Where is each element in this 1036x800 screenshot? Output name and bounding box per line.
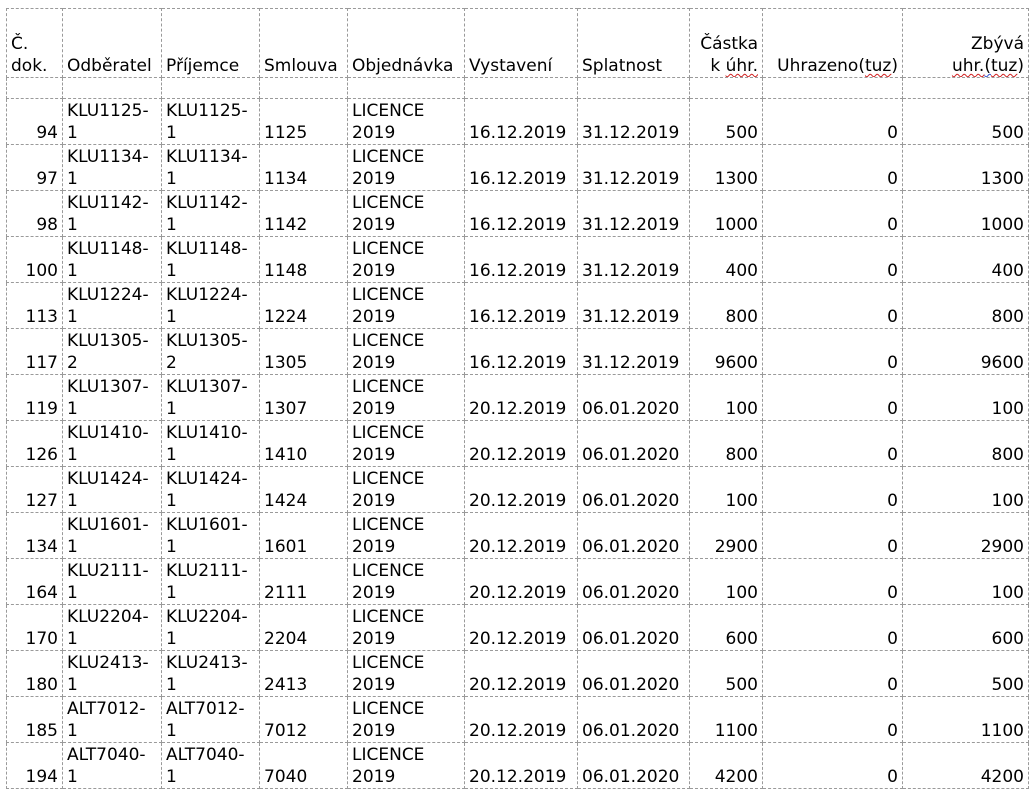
- cell-recipient: KLU1424- 1: [162, 467, 260, 513]
- cell-amount: 600: [690, 605, 763, 651]
- cell-remaining: 1100: [903, 697, 1029, 743]
- cell-contract: 1142: [260, 191, 348, 237]
- cell-recipient: ALT7040- 1: [162, 743, 260, 789]
- cell-amount: 800: [690, 421, 763, 467]
- header-issued: Vystavení: [465, 9, 578, 78]
- cell-issued: 20.12.2019: [465, 421, 578, 467]
- cell-customer: KLU1410- 1: [63, 421, 162, 467]
- header-amount-k: k: [710, 56, 726, 76]
- cell-remaining: 800: [903, 421, 1029, 467]
- cell-issued: 20.12.2019: [465, 559, 578, 605]
- cell-order: LICENCE 2019: [348, 191, 465, 237]
- cell-amount: 500: [690, 99, 763, 145]
- cell-order: LICENCE 2019: [348, 513, 465, 559]
- cell-contract: 1224: [260, 283, 348, 329]
- cell-issued: 20.12.2019: [465, 651, 578, 697]
- cell-order: LICENCE 2019: [348, 237, 465, 283]
- cell-amount: 500: [690, 651, 763, 697]
- cell-due: 06.01.2020: [578, 559, 690, 605]
- header-doc-number: Č. dok.: [7, 9, 63, 78]
- header-due: Splatnost: [578, 9, 690, 78]
- cell-doc-number: 119: [7, 375, 63, 421]
- cell-doc-number: 98: [7, 191, 63, 237]
- cell-issued: 20.12.2019: [465, 743, 578, 789]
- cell-paid: 0: [763, 237, 903, 283]
- cell-recipient: KLU1307- 1: [162, 375, 260, 421]
- cell-order: LICENCE 2019: [348, 421, 465, 467]
- cell-paid: 0: [763, 191, 903, 237]
- cell-customer: KLU1148- 1: [63, 237, 162, 283]
- cell-customer: KLU2111- 1: [63, 559, 162, 605]
- cell-customer: KLU1601- 1: [63, 513, 162, 559]
- header-paid-tuz: tuz: [864, 56, 892, 76]
- cell-due: 31.12.2019: [578, 329, 690, 375]
- cell-amount: 9600: [690, 329, 763, 375]
- cell-issued: 16.12.2019: [465, 145, 578, 191]
- cell-doc-number: 94: [7, 99, 63, 145]
- cell-doc-number: 180: [7, 651, 63, 697]
- cell-paid: 0: [763, 283, 903, 329]
- table-row: [7, 375, 1029, 421]
- cell-customer: KLU1424- 1: [63, 467, 162, 513]
- invoice-table: [6, 8, 1029, 789]
- cell-order: LICENCE 2019: [348, 99, 465, 145]
- cell-due: 06.01.2020: [578, 421, 690, 467]
- cell-doc-number: 194: [7, 743, 63, 789]
- cell-due: 06.01.2020: [578, 651, 690, 697]
- cell-paid: 0: [763, 651, 903, 697]
- cell-order: LICENCE 2019: [348, 651, 465, 697]
- cell-doc-number: 100: [7, 237, 63, 283]
- header-paid-main: Uhrazeno(: [777, 56, 865, 76]
- cell-doc-number: 97: [7, 145, 63, 191]
- table-row: [7, 743, 1029, 789]
- cell-contract: 7040: [260, 743, 348, 789]
- table-body: [7, 99, 1029, 789]
- table-row: [7, 513, 1029, 559]
- cell-remaining: 500: [903, 99, 1029, 145]
- cell-order: LICENCE 2019: [348, 375, 465, 421]
- cell-issued: 16.12.2019: [465, 283, 578, 329]
- cell-contract: 1134: [260, 145, 348, 191]
- cell-due: 06.01.2020: [578, 375, 690, 421]
- cell-amount: 100: [690, 375, 763, 421]
- cell-due: 31.12.2019: [578, 191, 690, 237]
- header-remaining-open: (: [984, 56, 991, 76]
- cell-issued: 20.12.2019: [465, 375, 578, 421]
- cell-customer: KLU1142- 1: [63, 191, 162, 237]
- cell-due: 31.12.2019: [578, 237, 690, 283]
- table-row: [7, 145, 1029, 191]
- cell-issued: 20.12.2019: [465, 697, 578, 743]
- cell-customer: KLU2204- 1: [63, 605, 162, 651]
- cell-remaining: 800: [903, 283, 1029, 329]
- cell-doc-number: 134: [7, 513, 63, 559]
- cell-order: LICENCE 2019: [348, 559, 465, 605]
- header-order: Objednávka: [348, 9, 465, 78]
- cell-due: 06.01.2020: [578, 513, 690, 559]
- cell-paid: 0: [763, 375, 903, 421]
- header-remaining-close: ): [1017, 56, 1024, 76]
- cell-remaining: 2900: [903, 513, 1029, 559]
- cell-recipient: KLU2111- 1: [162, 559, 260, 605]
- cell-paid: 0: [763, 421, 903, 467]
- cell-recipient: KLU1601- 1: [162, 513, 260, 559]
- cell-issued: 20.12.2019: [465, 513, 578, 559]
- cell-paid: 0: [763, 329, 903, 375]
- cell-amount: 100: [690, 559, 763, 605]
- header-remaining-line1: Zbývá: [971, 34, 1024, 54]
- cell-paid: 0: [763, 467, 903, 513]
- cell-recipient: KLU1305- 2: [162, 329, 260, 375]
- cell-order: LICENCE 2019: [348, 145, 465, 191]
- cell-paid: 0: [763, 99, 903, 145]
- table-row: [7, 99, 1029, 145]
- cell-customer: KLU1125- 1: [63, 99, 162, 145]
- cell-doc-number: 164: [7, 559, 63, 605]
- cell-contract: 2413: [260, 651, 348, 697]
- cell-recipient: KLU1410- 1: [162, 421, 260, 467]
- cell-doc-number: 126: [7, 421, 63, 467]
- cell-doc-number: 170: [7, 605, 63, 651]
- cell-recipient: ALT7012- 1: [162, 697, 260, 743]
- cell-customer: KLU2413- 1: [63, 651, 162, 697]
- cell-order: LICENCE 2019: [348, 283, 465, 329]
- table-row: [7, 329, 1029, 375]
- cell-order: LICENCE 2019: [348, 329, 465, 375]
- cell-amount: 100: [690, 467, 763, 513]
- cell-remaining: 400: [903, 237, 1029, 283]
- cell-amount: 400: [690, 237, 763, 283]
- table-row: [7, 421, 1029, 467]
- cell-doc-number: 185: [7, 697, 63, 743]
- table-row: [7, 651, 1029, 697]
- spacer-row: [7, 78, 1029, 99]
- cell-due: 06.01.2020: [578, 743, 690, 789]
- table-row: [7, 559, 1029, 605]
- cell-recipient: KLU2204- 1: [162, 605, 260, 651]
- cell-paid: 0: [763, 145, 903, 191]
- cell-remaining: 100: [903, 559, 1029, 605]
- cell-customer: KLU1134- 1: [63, 145, 162, 191]
- cell-remaining: 600: [903, 605, 1029, 651]
- header-paid-close: ): [891, 56, 898, 76]
- cell-remaining: 1300: [903, 145, 1029, 191]
- header-amount-line1: Částka: [700, 34, 758, 54]
- cell-doc-number: 113: [7, 283, 63, 329]
- table-row: [7, 467, 1029, 513]
- cell-issued: 20.12.2019: [465, 467, 578, 513]
- header-customer: Odběratel: [63, 9, 162, 78]
- cell-amount: 1300: [690, 145, 763, 191]
- cell-remaining: 100: [903, 467, 1029, 513]
- cell-due: 31.12.2019: [578, 145, 690, 191]
- cell-contract: 7012: [260, 697, 348, 743]
- cell-recipient: KLU1125- 1: [162, 99, 260, 145]
- cell-paid: 0: [763, 697, 903, 743]
- table-row: [7, 191, 1029, 237]
- table-row: [7, 283, 1029, 329]
- header-paid: [763, 9, 903, 78]
- cell-contract: 1424: [260, 467, 348, 513]
- cell-amount: 800: [690, 283, 763, 329]
- cell-customer: KLU1224- 1: [63, 283, 162, 329]
- cell-customer: KLU1307- 1: [63, 375, 162, 421]
- cell-issued: 20.12.2019: [465, 605, 578, 651]
- cell-order: LICENCE 2019: [348, 467, 465, 513]
- cell-due: 06.01.2020: [578, 605, 690, 651]
- cell-remaining: 9600: [903, 329, 1029, 375]
- cell-contract: 2204: [260, 605, 348, 651]
- cell-contract: 1305: [260, 329, 348, 375]
- cell-remaining: 100: [903, 375, 1029, 421]
- header-amount-uhr: úhr.: [725, 56, 758, 76]
- cell-recipient: KLU1142- 1: [162, 191, 260, 237]
- cell-customer: KLU1305- 2: [63, 329, 162, 375]
- cell-contract: 2111: [260, 559, 348, 605]
- cell-contract: 1307: [260, 375, 348, 421]
- cell-paid: 0: [763, 743, 903, 789]
- cell-paid: 0: [763, 513, 903, 559]
- cell-recipient: KLU1134- 1: [162, 145, 260, 191]
- cell-doc-number: 127: [7, 467, 63, 513]
- cell-contract: 1125: [260, 99, 348, 145]
- cell-amount: 4200: [690, 743, 763, 789]
- cell-amount: 1000: [690, 191, 763, 237]
- cell-due: 31.12.2019: [578, 99, 690, 145]
- cell-issued: 16.12.2019: [465, 191, 578, 237]
- cell-doc-number: 117: [7, 329, 63, 375]
- cell-paid: 0: [763, 559, 903, 605]
- table-row: [7, 605, 1029, 651]
- cell-due: 06.01.2020: [578, 467, 690, 513]
- cell-order: LICENCE 2019: [348, 605, 465, 651]
- cell-order: LICENCE 2019: [348, 743, 465, 789]
- cell-amount: 1100: [690, 697, 763, 743]
- header-remaining: [903, 9, 1029, 78]
- cell-due: 06.01.2020: [578, 697, 690, 743]
- header-remaining-tuz: tuz: [990, 56, 1018, 76]
- cell-remaining: 4200: [903, 743, 1029, 789]
- cell-due: 31.12.2019: [578, 283, 690, 329]
- header-remaining-uhr: uhr.: [951, 56, 985, 76]
- header-contract: Smlouva: [260, 9, 348, 78]
- cell-customer: ALT7012- 1: [63, 697, 162, 743]
- cell-recipient: KLU2413- 1: [162, 651, 260, 697]
- cell-paid: 0: [763, 605, 903, 651]
- cell-amount: 2900: [690, 513, 763, 559]
- cell-remaining: 1000: [903, 191, 1029, 237]
- cell-issued: 16.12.2019: [465, 329, 578, 375]
- cell-contract: 1410: [260, 421, 348, 467]
- cell-issued: 16.12.2019: [465, 237, 578, 283]
- header-recipient: Příjemce: [162, 9, 260, 78]
- header-amount: [690, 9, 763, 78]
- cell-contract: 1148: [260, 237, 348, 283]
- cell-issued: 16.12.2019: [465, 99, 578, 145]
- header-row: [7, 9, 1029, 78]
- cell-order: LICENCE 2019: [348, 697, 465, 743]
- cell-recipient: KLU1148- 1: [162, 237, 260, 283]
- table-row: [7, 697, 1029, 743]
- table-row: [7, 237, 1029, 283]
- cell-customer: ALT7040- 1: [63, 743, 162, 789]
- cell-recipient: KLU1224- 1: [162, 283, 260, 329]
- cell-remaining: 500: [903, 651, 1029, 697]
- cell-contract: 1601: [260, 513, 348, 559]
